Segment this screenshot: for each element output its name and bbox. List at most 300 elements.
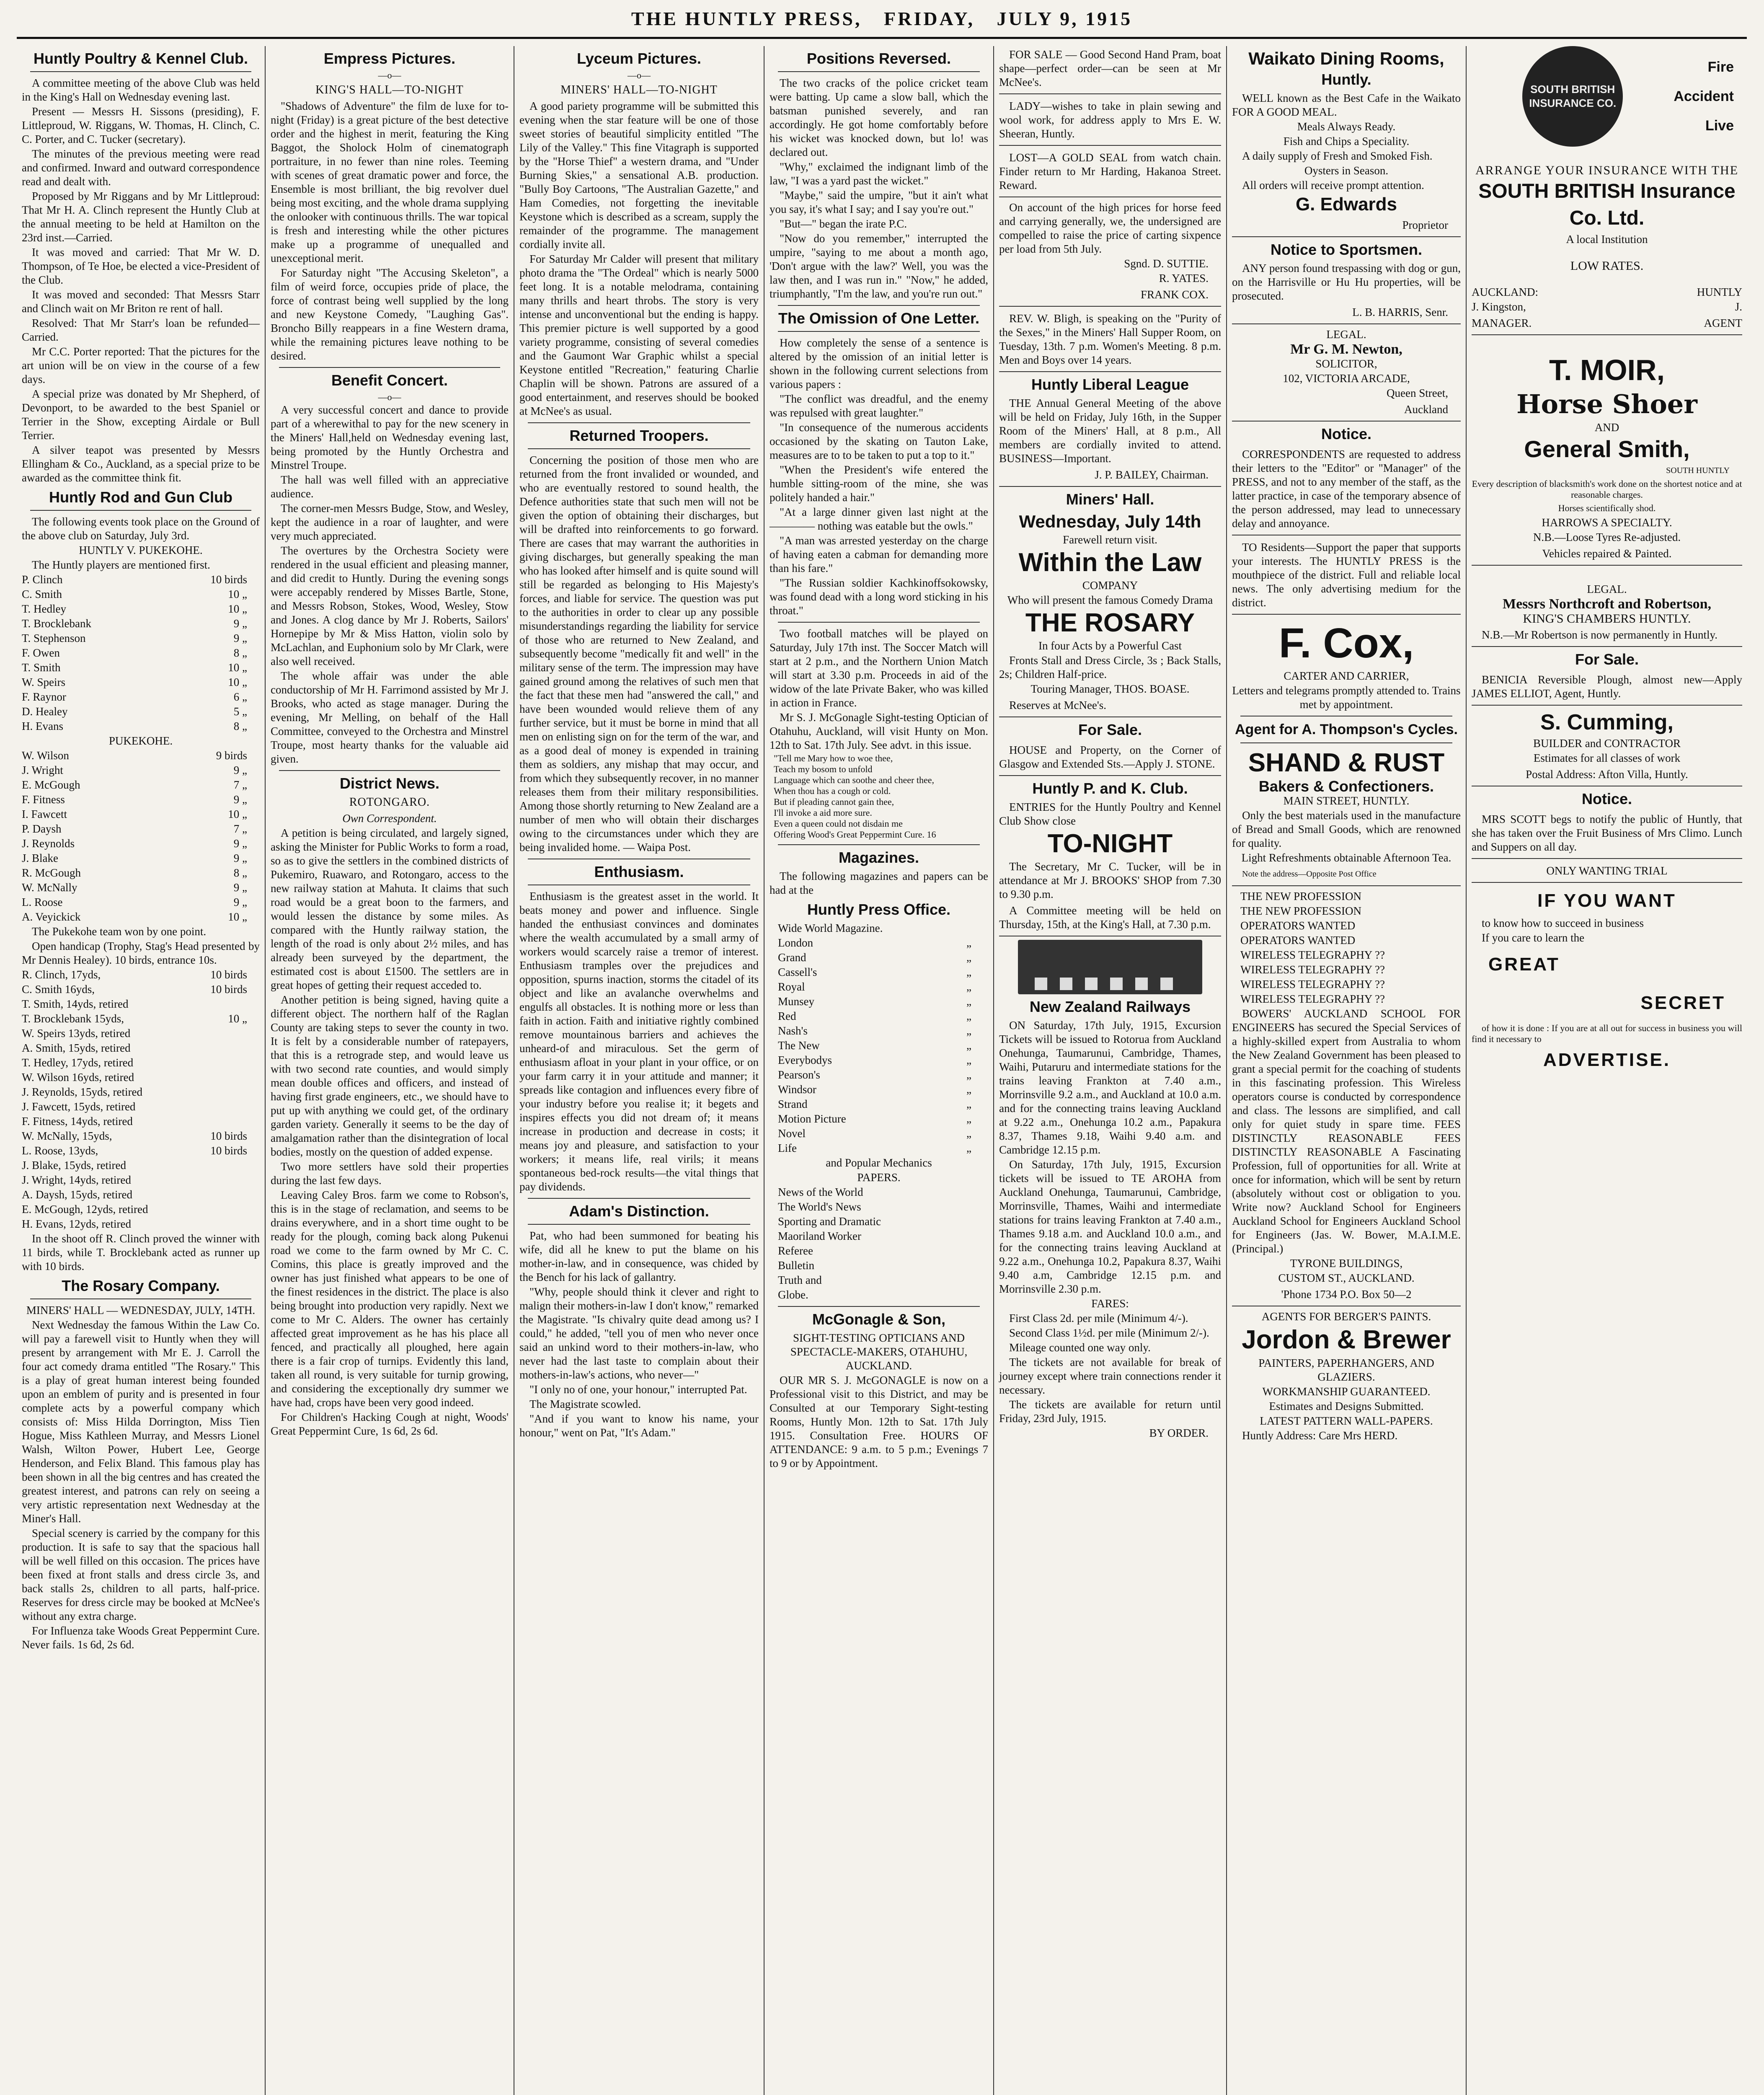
moir-title: Horse Shoer [1516, 389, 1697, 419]
poultry-para: Resolved: That Mr Starr's loan be refunded—Carried. [22, 317, 260, 343]
wireless-address: 'Phone 1734 P.O. Box 50—2 [1232, 1286, 1461, 1306]
score-row [22, 719, 260, 733]
omission-para: "A man was arrested yesterday on the charge of having eaten a cabman for demanding more than his fare." [770, 534, 988, 574]
list-item: Maoriland Worker [778, 1230, 862, 1242]
score-value: 10 „ [228, 1012, 247, 1025]
rail-para: Second Class 1½d. per mile (Minimum 2/-). [1009, 1327, 1209, 1339]
column-5 [993, 46, 1226, 2095]
score-name: T. Smith [22, 661, 61, 674]
magazine-item [770, 995, 988, 1009]
score-value [247, 1071, 260, 1084]
sb-auckland: AUCKLAND: [1472, 286, 1538, 298]
ditto-mark: „ [966, 1127, 971, 1140]
score-value: 9 „ [233, 764, 247, 776]
score-row [22, 1100, 260, 1114]
ornament: —o— [628, 70, 651, 80]
score-value [247, 1085, 260, 1099]
list-item: THE NEW PROFESSION [1240, 905, 1362, 917]
score-name: W. Wilson 16yds, retired [22, 1071, 134, 1084]
magazine-item [770, 1039, 988, 1053]
ornament: —o— [378, 70, 401, 80]
moir-horses: Horses scientifically shod. [1558, 503, 1656, 513]
magazine-name: Grand [778, 951, 806, 964]
ditto-mark: „ [966, 1083, 971, 1096]
pukekohe-label: PUKEKOHE. [108, 735, 173, 747]
jordon-work: WORKMANSHIP GUARANTEED. [1262, 1385, 1431, 1398]
score-value [247, 1217, 260, 1231]
score-row [22, 661, 260, 675]
northcroft: Messrs Northcroft and Robertson, [1503, 596, 1711, 612]
moir-name: T. MOIR, [1549, 354, 1665, 386]
benefit-para: The hall was well filled with an appreciative audience. [271, 473, 509, 500]
rosary-title: The Rosary Company. [62, 1277, 220, 1294]
score-value: 7 „ [233, 822, 247, 835]
if-you-want: IF YOU WANT [1537, 890, 1676, 911]
score-value: 8 „ [233, 866, 247, 879]
score-row [22, 1188, 260, 1202]
ditto-mark: „ [966, 936, 971, 949]
magazine-name: Pearson's [778, 1068, 820, 1081]
moir-general: General Smith, [1524, 436, 1690, 462]
magazines-and: and Popular Mechanics [826, 1156, 932, 1169]
district-title: District News. [339, 775, 440, 792]
poultry-para: The minutes of the previous meeting were read and confirmed. Inward and outward correspondence read and dealt with. [22, 147, 260, 188]
score-value [247, 997, 260, 1011]
sb-huntly: HUNTLY [1697, 286, 1742, 298]
cartage-sig: R. YATES. [1159, 272, 1209, 285]
care-learn: If you care to learn the [1482, 931, 1585, 944]
sb-agent: AGENT [1704, 317, 1742, 329]
divider [778, 305, 980, 306]
score-value: 8 „ [233, 647, 247, 659]
rosary-para: For Influenza take Woods Great Peppermint Cure. Never fails. 1s 6d, 2s 6d. [22, 1624, 260, 1651]
miners-play: THE ROSARY [1025, 608, 1195, 637]
ditto-mark: „ [966, 1142, 971, 1154]
district-para: Another petition is being signed, having quite a different object. The northern half of the Raglan County are taking steps to sever the county in two. It is felt by a considerable number of ratepayers, that this is a retrograde step, and would leave us with two second rate counties, and would simply mean double offices and officers, and instead of having first grade engineers, etc., we should have to put up with anything we could get, of the ordinary garden variety. Generally it seems to be the day of amalgamation rather than the disintegration of local bodies, mostly on the question of added expense. [271, 993, 509, 1158]
divider [528, 1224, 750, 1225]
poultry-para: It was moved and carried: That Mr W. D. Thompson, of Te Hoe, be elected a vice-President of the Club. [22, 246, 260, 286]
divider [778, 1306, 980, 1307]
magazine-name: Royal [778, 980, 805, 993]
positions-para: The two cracks of the police cricket team were batting. Up came a slow ball, which the batsman punished severely, and ran accordingly. He got home comfortably before his wicket was knocked down, but lo! was declared out. [770, 77, 988, 158]
wireless-address: CUSTOM ST., AUCKLAND. [1278, 1272, 1415, 1284]
score-row [22, 983, 260, 996]
magazine-item [770, 1127, 988, 1141]
list-item: Sporting and Dramatic [778, 1215, 881, 1228]
score-name: T. Smith, 14yds, retired [22, 998, 129, 1010]
score-value: 5 „ [233, 705, 247, 718]
divider [279, 367, 500, 368]
score-row [22, 587, 260, 601]
score-value: 9 „ [233, 793, 247, 806]
ditto-mark: „ [966, 1098, 971, 1110]
score-value: 10 „ [228, 588, 247, 600]
legal-label: LEGAL. [1587, 583, 1627, 595]
rail-para: Mileage counted one way only. [1009, 1341, 1151, 1354]
score-value: 9 „ [233, 632, 247, 644]
mcgonagle-title: McGonagle & Son, [812, 1311, 946, 1328]
adam-para: "Why, people should think it clever and right to malign their mothers-in-law I don't know," remarked the Magistrate. "Is chivalry quite dead among us? I could," he added, "tell you of men who never once said an unkind word to their mothers-in-law, who never had the last taste to complain about their mothers-in-law's actions, who never—" [519, 1285, 759, 1381]
score-row [22, 1203, 260, 1216]
list-item: Globe. [778, 1288, 808, 1301]
list-item: WIRELESS TELEGRAPHY ?? [1240, 949, 1385, 961]
know-how: to know how to succeed in business [1482, 917, 1644, 929]
divider [778, 844, 980, 845]
pk-entries: ENTRIES for the Huntly Poultry and Kennel Club Show close [999, 801, 1221, 827]
benefit-para: The corner-men Messrs Budge, Stow, and Wesley, kept the audience in a roar of laughter, and were very much appreciated. [271, 502, 509, 542]
rail-para: First Class 2d. per mile (Minimum 4/-). [1009, 1312, 1188, 1324]
list-item: News of the World [778, 1186, 863, 1198]
railways-title: New Zealand Railways [1029, 998, 1191, 1015]
benefit-para: A very successful concert and dance to provide part of a wherewithal to pay for the new scenery in the Miners' Hall,held on Wednesday evening last, being promoted by the Huntly Orchestra and Minstrel Troupe. [271, 403, 509, 471]
score-value: 10 „ [228, 808, 247, 820]
score-name: J. Fawcett, 15yds, retired [22, 1100, 136, 1113]
divider [279, 770, 500, 771]
rail-para: FARES: [1091, 1297, 1129, 1310]
waikato-line: Fish and Chips a Speciality. [1283, 135, 1410, 147]
score-row [22, 1115, 260, 1128]
moir-harrows: HARROWS A SPECIALTY. [1542, 516, 1672, 529]
insurance-type: Live [1705, 118, 1734, 134]
magazine-name: Motion Picture [778, 1112, 846, 1125]
cumming-address: Postal Address: Afton Villa, Huntly. [1472, 766, 1742, 786]
score-name: C. Smith 16yds, [22, 983, 95, 996]
rosary-para: Next Wednesday the famous Within the Law Co. will pay a farewell visit to Huntly when they will present by arrangement with Mr E. J. Carroll the four act comedy drama entitled "The Rosary." This is a play of great human interest being founded upon an emblem of purity and is presented in four complete acts by a powerful company which consists of: Miss Hilda Dorrington, Miss Tien Hogue, Miss Kathleen Murray, and Messrs Lionel Walsh, Wilton Power, Hubert Lee, George Henderson, and Felix Bland. This famous play has been shown in all the big centres and has created the greatest interest, and patrons can rely on seeing a very artistic representation next Wednesday at the Miner's Hall. [22, 1319, 260, 1525]
waikato-role: Proprietor [1232, 217, 1461, 237]
positions-title: Positions Reversed. [806, 50, 951, 67]
score-name: T. Hedley [22, 603, 66, 615]
miners-farewell: Farewell return visit. [1063, 533, 1157, 546]
masthead-day: FRIDAY, [884, 8, 975, 29]
score-value: 10 birds [210, 1130, 247, 1142]
score-name: A. Veyickick [22, 910, 81, 923]
omission-para: "The conflict was dreadful, and the enemy was repulsed with great laughter." [770, 393, 988, 419]
score-value [247, 1203, 260, 1216]
score-value [247, 1159, 260, 1172]
score-row [22, 1071, 260, 1084]
score-row [22, 705, 260, 719]
score-name: W. McNally, 15yds, [22, 1130, 112, 1142]
papers-list [770, 1185, 988, 1302]
score-row [22, 895, 260, 909]
score-row [22, 690, 260, 704]
waikato-line: WELL known as the Best Cafe in the Waikato FOR A GOOD MEAL. [1232, 92, 1461, 118]
locomotive-illustration [1018, 940, 1202, 994]
score-value [247, 1115, 260, 1128]
sb-rates: LOW RATES. [1570, 259, 1644, 273]
insurance-type: Fire [1707, 59, 1734, 75]
poultry-para: A silver teapot was presented by Messrs Ellingham & Co., Auckland, as a special prize to be awarded as the committee think fit. [22, 444, 260, 484]
cox-name: F. Cox, [1278, 620, 1414, 667]
cartage-sig: Sgnd. D. SUTTIE. [1124, 257, 1209, 270]
score-name: A. Smith, 15yds, retired [22, 1042, 131, 1054]
moir-tyres: N.B.—Loose Tyres Re-adjusted. [1533, 531, 1681, 543]
verse-line: Language which can soothe and cheer thee, [774, 775, 934, 785]
magazine-name: Novel [778, 1127, 806, 1140]
column-4 [764, 46, 993, 2095]
shand-tea: Light Refreshments obtainable Afternoon Tea. [1241, 851, 1451, 864]
score-name: H. Evans [22, 720, 63, 732]
moir-vehicles: Vehicles repaired & Painted. [1472, 545, 1742, 566]
district-subtitle: ROTONGARO. [349, 796, 430, 809]
waikato-owner: G. Edwards [1295, 194, 1397, 215]
trial: ONLY WANTING TRIAL [1472, 862, 1742, 883]
list-item: WIRELESS TELEGRAPHY ?? [1240, 978, 1385, 991]
score-name: J. Wright [22, 764, 63, 776]
magazine-name: Nash's [778, 1024, 808, 1037]
score-value [247, 1056, 260, 1070]
divider [778, 622, 980, 623]
score-name: W. Wilson [22, 749, 69, 762]
score-row [22, 793, 260, 807]
score-row [22, 617, 260, 631]
insurance-type: Accident [1674, 88, 1734, 104]
waikato-line: Meals Always Ready. [1297, 120, 1396, 133]
poultry-para: A committee meeting of the above Club was held in the King's Hall on Wednesday evening last. [22, 77, 260, 103]
score-row [22, 1217, 260, 1231]
divider [1240, 742, 1452, 743]
jordon-papers: LATEST PATTERN WALL-PAPERS. [1260, 1415, 1433, 1427]
score-row [22, 573, 260, 587]
score-name: F. Fitness, 14yds, retired [22, 1115, 133, 1128]
newton-name: Mr G. M. Newton, [1290, 341, 1402, 357]
lyceum-subtitle: MINERS' HALL—TO-NIGHT [560, 83, 718, 96]
magazine-name: Red [778, 1010, 796, 1022]
score-name: R. McGough [22, 866, 81, 879]
empress-title: Empress Pictures. [323, 50, 456, 67]
score-name: T. Stephenson [22, 632, 86, 644]
pukekohe-score-list [22, 749, 260, 924]
score-row [22, 1173, 260, 1187]
score-name: W. Speirs 13yds, retired [22, 1027, 131, 1040]
score-row [22, 837, 260, 851]
score-name: T. Hedley, 17yds, retired [22, 1056, 134, 1069]
ditto-mark: „ [966, 1068, 971, 1081]
rail-para: The tickets are available for return until Friday, 23rd July, 1915. [999, 1398, 1221, 1425]
empress-para: "Shadows of Adventure" the film de luxe for to-night (Friday) is a great picture of the best detective order and the highest in merit, featuring the King Baggot, the Sholock Holm of cinematograph portraiture, in no fewer than nine roles. Teeming with scenes of great dramatic power and force, the Ensemble is most brilliant, the big revolver duel being most exciting, and the whole drama supplying the onlooker with continuous thrills. The war topical is fresh and interesting while the other pictures make up a programme of unequalled and unexceptional merit. [271, 100, 509, 264]
ditto-mark: „ [966, 980, 971, 993]
list-item: WIRELESS TELEGRAPHY ?? [1240, 993, 1385, 1005]
sb-row [1472, 300, 1742, 314]
score-row [22, 910, 260, 924]
verse-line: When thou has a cough or cold. [774, 786, 891, 796]
verse-line: I'll invoke a aid more sure. [774, 807, 872, 818]
score-row [22, 1012, 260, 1026]
berger-agents: AGENTS FOR BERGER'S PAINTS. [1261, 1310, 1431, 1323]
divider [30, 71, 251, 72]
adam-para: "I only no of one, your honour," interrupted Pat. [529, 1383, 747, 1396]
ditto-mark: „ [966, 1112, 971, 1125]
residents-notice: TO Residents—Support the paper that supports your interests. The HUNTLY PRESS is the mouthpiece of the district. Full and reliable local news. The only advertising medium for the district. [1232, 539, 1461, 615]
score-value [247, 1173, 260, 1187]
benefit-title: Benefit Concert. [331, 372, 448, 389]
score-name: F. Owen [22, 647, 60, 659]
score-name: J. Reynolds [22, 837, 75, 850]
score-row [22, 866, 260, 880]
cycles-agent: Agent for A. Thompson's Cycles. [1235, 722, 1458, 737]
huntly-score-list [22, 573, 260, 733]
list-item: OPERATORS WANTED [1240, 934, 1356, 947]
robertson-note: N.B.—Mr Robertson is now permanently in Huntly. [1472, 626, 1742, 647]
score-name: L. Roose, 13yds, [22, 1144, 98, 1157]
waikato-line: A daily supply of Fresh and Smoked Fish. [1242, 150, 1433, 162]
shand-subtitle: Bakers & Confectioners. [1258, 778, 1434, 795]
empress-subtitle: KING'S HALL—TO-NIGHT [315, 83, 464, 96]
poultry-para: Proposed by Mr Riggans and by Mr Littleproud: That Mr H. A. Clinch represent the Huntly Club at the annual meeting to be held at Hamilton on the 23rd inst.—Carried. [22, 190, 260, 244]
sb-row [1472, 315, 1742, 335]
insurance-types [1674, 52, 1742, 140]
ditto-mark: „ [966, 1039, 971, 1052]
magazines-intro: The following magazines and papers can be had at the [770, 870, 988, 896]
omission-para: "The Russian soldier Kachkinoffsokowsky, was found dead with a long word sticking in his throat." [770, 577, 988, 617]
newton-line: 102, VICTORIA ARCADE, [1283, 372, 1410, 385]
magazine-item [770, 1009, 988, 1023]
forsale-title: For Sale. [1078, 721, 1142, 738]
magazine-item [770, 1024, 988, 1038]
miners-date: Wednesday, July 14th [1019, 512, 1201, 531]
list-item: THE NEW PROFESSION [1240, 890, 1362, 903]
papers-label: PAPERS. [857, 1171, 901, 1184]
moir-loc: SOUTH HUNTLY [1666, 466, 1730, 475]
district-para: Leaving Caley Bros. farm we come to Robson's, this is in the stage of reclamation, and seems to be drains everywhere, and in a short time ought to be ready for the plough, coming back along Pukenui road we come to the farm owned by Mr C. C. Comins, this place is greatly improved and the owner has just finished what appears to be one of the finest residences in the district. The place is also being brought into production very rapidly. Next we come to Mr C. Alders. The owner has certainly affected great improvement as he has his place all fenced, and practically all ploughed, here again there is a fair crop of turnips. Evidently this land, taken all round, is very suitable for turnip growing, and considering the exceptionally dry summer we have had, crops have been very good indeed. [271, 1189, 509, 1409]
enthusiasm-para: Enthusiasm is the greatest asset in the world. It beats money and power and influence. Single handed the enthusiast convinces and dominates where the wealth accumulated by a small army of workers would scarcely raise a tremor of interest. Enthusiasm tramples over the prejudices and opposition, spurns inaction, storms the citadel of its object and like an avalanche overwhelms and engulfs all obstacles. It is nothing more or less than faith in action. Faith and initiative rightly combined remove mountainous barriers and achieves the unheard-of and miraculous. Set the germ of enthusiasm afloat in your plant in your office, or on your farm carry it in your attitude and manner; it spreads like contagion and influences every fibre of your industry before you realise it; it begets and inspires effects you did not dream of; it means increase in production and decrease in costs; it means joy and pleasure, and satisfaction to your workers; it means life, real virils; it means spontaneous bed-rock results—the vital things that pay dividends. [519, 890, 759, 1193]
benefit-para: The overtures by the Orchestra Society were rendered in the usual efficient and pleasing manner, and did credit to Huntly. During the evening songs were accepably rendered by Misses Bartle, Stone, and Messrs Robson, Stokes, Wood, Wesley, Stow and Jones. A clog dance by Mr J. Roberts, Sailors' Hornepipe by Mr & Miss Hatton, violin solo by McLachlan, and Euphonium solo by Mr Clark, were also well received. [271, 544, 509, 667]
score-name: T. Brocklebank [22, 617, 91, 630]
masthead [17, 8, 1747, 39]
cumming-estimates: Estimates for all classes of work [1533, 752, 1681, 764]
score-row [22, 1027, 260, 1040]
verse-line: "Tell me Mary how to woe thee, [774, 753, 893, 763]
divider [528, 422, 750, 423]
list-item: Truth and [778, 1274, 822, 1286]
sportsmen-title: Notice to Sportsmen. [1270, 241, 1423, 258]
score-value: 9 „ [233, 852, 247, 864]
magazine-list [770, 921, 988, 1155]
score-value: 10 „ [228, 910, 247, 923]
verse-line: Even a queen could not disdain me [774, 818, 903, 829]
gun-result: The Pukekohe team won by one point. [32, 925, 207, 938]
score-row [22, 822, 260, 836]
moir-and: AND [1594, 421, 1619, 434]
wireless-address: TYRONE BUILDINGS, [1290, 1257, 1403, 1270]
miners-reserves: Reserves at McNee's. [999, 697, 1221, 717]
column-1 [17, 46, 265, 2095]
gun-intro: The following events took place on the Ground of the above club on Saturday, July 3rd. [22, 515, 260, 542]
score-row [22, 675, 260, 689]
ditto-mark: „ [966, 995, 971, 1008]
notice-title: Notice. [1581, 790, 1632, 807]
mcgonagle-body: OUR MR S. J. McGONAGLE is now on a Professional visit to this District, and may be Consulted at our Temporary Sight-testing Rooms, Huntly Mon. 12th to Sat. 17th July 1915. Consultation Free. HOURS OF ATTENDANCE: 9 a.m. to 5 p.m.; Evenings 7 to 9 or by Appointment. [770, 1374, 988, 1469]
score-row [22, 1144, 260, 1158]
insurance-header [1472, 46, 1742, 147]
shand-address: MAIN STREET, HUNTLY. [1283, 794, 1410, 807]
forsale-house: HOUSE and Property, on the Corner of Glasgow and Extended Sts.—Apply J. STONE. [999, 742, 1221, 776]
score-row [22, 1056, 260, 1070]
score-name: E. McGough, 12yds, retired [22, 1203, 148, 1216]
magazine-item [770, 1053, 988, 1067]
adam-para: Pat, who had been summoned for beating his wife, did all he knew to put the blame on his mother-in-law, and in consequence, was chided by the Bench for his lack of gallantry. [519, 1229, 759, 1283]
poultry-para: Mr C.C. Porter reported: That the pictures for the art union will be on view in the course of a few days. [22, 345, 260, 385]
score-value: 10 birds [210, 983, 247, 996]
benicia-plough: BENICIA Reversible Plough, almost new—Apply JAMES ELLIOT, Agent, Huntly. [1472, 671, 1742, 706]
magazine-name: London [778, 936, 813, 949]
miners-present: Who will present the famous Comedy Drama [1007, 594, 1213, 606]
shand-title: SHAND & RUST [1248, 748, 1445, 777]
enthusiasm-title: Enthusiasm. [594, 863, 684, 880]
ditto-mark: „ [966, 966, 971, 978]
liberal-body: THE Annual General Meeting of the above will be held on Friday, July 16th, in the Supper Room of the Miners' Hall, at 8 p.m., All members are cordially invited to attend. BUSINESS—Important. [999, 397, 1221, 465]
magazine-item [770, 936, 988, 950]
rail-para: On Saturday, 17th July, 1915, Excursion tickets will be issued to TE AROHA from Auckland Onehunga, Taumarunui, Cambridge, Morrinsville, Thames, Waihi and intermediate stations for trains leaving Frankton at 7.40 a.m., Thames 9.18 a.m. and Auckland 10.0 a.m., and for the connecting trains leaving Auckland at 9.22 a.m., Onehunga 10.2, Papakura 8.37, Waihi 9.40 a.m, Cambridge 12.15 p.m. and Morrinsville 2.30 p.m. [999, 1158, 1221, 1295]
rail-para: ON Saturday, 17th July, 1915, Excursion Tickets will be issued to Rotorua from Auckland Onehunga, Taumarunui, Cambridge, Thames, Waihi, Putaruru and intermediate stations for the trains leaving Frankton at 7.40 a.m., Morrinsville 9.2 a.m., and Auckland at 10.0 a.m. and for the connecting trains leaving Auckland at 9.22 a.m., Onehunga 10.2 a.m., Papakura 8.37, Thames 9.18, Waihi 9.40 a.m. and Cambridge 12.15 p.m. [999, 1019, 1221, 1156]
magazine-item [770, 1097, 988, 1111]
kings-chambers: KING'S CHAMBERS HUNTLY. [1523, 612, 1691, 626]
omission-para: "At a large dinner given last night at the ———— nothing was eatable but the owls." [770, 506, 988, 532]
score-name: L. Roose [22, 896, 63, 908]
score-value: 10 „ [228, 661, 247, 674]
jordon-subtitle: PAINTERS, PAPERHANGERS, AND GLAZIERS. [1258, 1357, 1434, 1383]
sportsmen-body: ANY person found trespassing with dog or gun, on the Harrisville or Hu Hu properties, will be prosecuted. [1232, 262, 1461, 302]
rosary-subtitle: MINERS' HALL — WEDNESDAY, JULY, 14TH. [26, 1304, 256, 1316]
magazine-name: Wide World Magazine. [778, 922, 883, 934]
handicap-score-list [22, 968, 260, 1231]
score-value: 10 birds [210, 968, 247, 981]
notice-title: Notice. [1321, 425, 1372, 442]
divider [528, 448, 750, 449]
positions-para: "Maybe," said the umpire, "but it ain't what you say, it's what I say; and I say you're out." [770, 189, 988, 215]
score-name: H. Evans, 12yds, retired [22, 1218, 131, 1230]
insurance-emblem [1522, 46, 1623, 147]
score-value: 9 „ [233, 881, 247, 894]
open-handicap: Open handicap (Trophy, Stag's Head presented by Mr Dennis Healey). 10 birds, entrance 10s. [22, 940, 260, 966]
score-row [22, 968, 260, 982]
magazine-name: The New [778, 1039, 820, 1052]
score-value: 9 „ [233, 837, 247, 850]
score-row [22, 807, 260, 821]
verse-line: Offering Wood's Great Peppermint Cure. 16 [774, 829, 936, 840]
magazine-item [770, 1068, 988, 1082]
divider [30, 510, 251, 511]
miners-hall-title: Miners' Hall. [1066, 491, 1154, 508]
column-7 [1466, 46, 1747, 2095]
omission-title: The Omission of One Letter. [778, 310, 980, 327]
magazines-office: Huntly Press Office. [807, 901, 951, 918]
score-value: 8 „ [233, 720, 247, 732]
score-name: P. Clinch [22, 573, 63, 586]
magazine-name: Strand [778, 1098, 808, 1110]
newton-line: Queen Street, [1387, 387, 1448, 399]
sb-row [1472, 285, 1742, 299]
district-para: Two more settlers have sold their properties during the last few days. [271, 1160, 509, 1187]
miners-company-sub: COMPANY [1082, 579, 1138, 592]
lyceum-para: For Saturday Mr Calder will present that military photo drama the "The Ordeal" which is nearly 5000 feet long. It is a notable melodrama, containing many thrills and heart throbs. The story is very intense and unconventional but the ending is happy. This premier picture is well supported by a good variety programme, consisting of several comedies and the Gaumont War Graphic whilst a special Keystone entitled "Recreation," featuring Charlie Chaplin will be shown. Patrons are assured of a good entertainment, and reserves should be booked at McNee's as usual. [519, 253, 759, 417]
rosary-para: Special scenery is carried by the company for this production. It is safe to say that the spacious hall will be well filled on this occasion. The prices have been fixed at front stalls and dress circle 3s, and back stalls 2s, children to all parts, half-price. Reserves for dress circle may be booked at McNee's without any extra charge. [22, 1527, 260, 1622]
district-para: A petition is being circulated, and largely signed, asking the Minister for Public Works to form a road, so as to give the settlers in the combined districts of Pukemiro, Ruawaro, and Rotongaro, access to the new railway station at Mahuta. It claims that such road would be a great boon to the farmers, and would lessen the distance by some miles. As compared with the Huntly railway station, the length of the road is only about 2½ miles, and has already been surveyed by the department, the estimated cost is about £1500. The settlers are in great hopes of getting their request acceded to. [271, 827, 509, 991]
poultry-para: It was moved and seconded: That Messrs Starr and Clinch wait on Mr Briton re rent of hall. [22, 288, 260, 315]
waikato-subtitle: Huntly. [1321, 71, 1371, 88]
jordon-address: Huntly Address: Care Mrs HERD. [1242, 1429, 1398, 1442]
poultry-para: A special prize was donated by Mr Shepherd, of Devonport, to be awarded to the best Spaniel or Terrier in the Show, excepting Airdale or Bull Terrier. [22, 388, 260, 442]
score-name: D. Healey [22, 705, 68, 718]
score-name: J. Blake [22, 852, 58, 864]
omission-para: How completely the sense of a sentence is altered by the omission of an initial letter is shown in the following current selections from various papers : [770, 336, 988, 391]
adam-para: The Magistrate scowled. [529, 1398, 641, 1410]
newton-line: SOLICITOR, [1315, 357, 1377, 370]
ad-cartage: On account of the high prices for horse feed and carrying generally, we, the undersigned are compelled to raise the price of carting sixpence per load from 5th July. [999, 201, 1221, 255]
gun-club-title: Huntly Rod and Gun Club [49, 489, 232, 506]
list-item: Referee [778, 1244, 813, 1257]
score-value: 9 birds [216, 749, 247, 762]
